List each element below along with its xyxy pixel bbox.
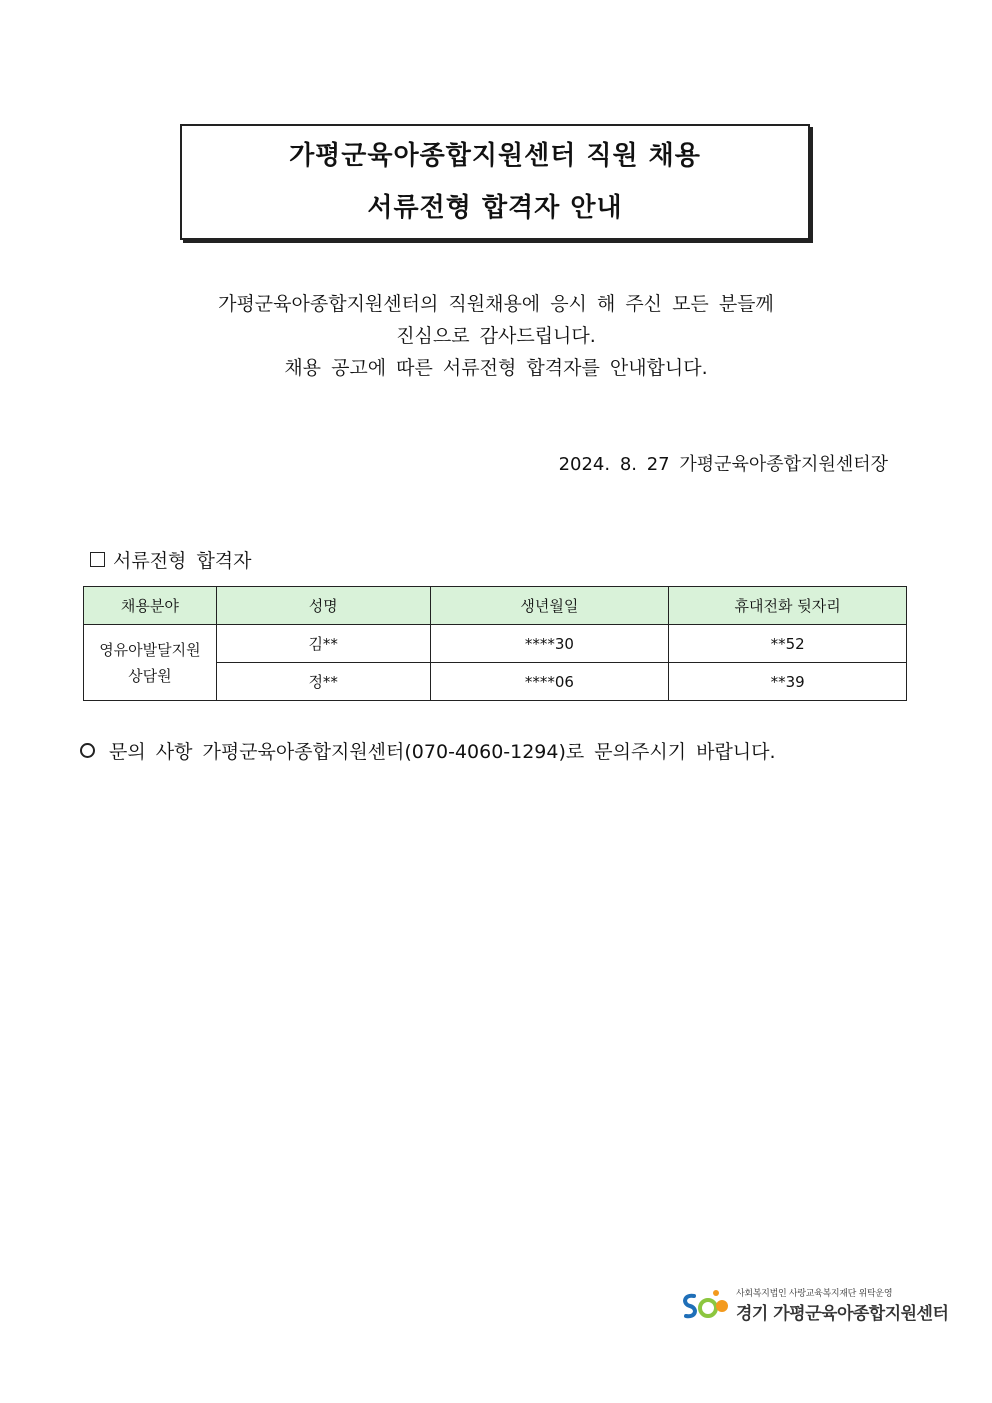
logo-subtitle: 사회복지법인 사랑교육복지재단 위탁운영 xyxy=(736,1289,893,1299)
header-name: 성명 xyxy=(216,587,430,625)
birth-cell: ****06 xyxy=(430,663,669,701)
title-box xyxy=(180,124,810,240)
phone-cell: **39 xyxy=(669,663,907,701)
header-field: 채용분야 xyxy=(84,587,217,625)
name-cell: 김** xyxy=(216,625,430,663)
circle-bullet-icon xyxy=(80,743,95,758)
field-cell xyxy=(84,625,217,701)
results-table xyxy=(83,586,907,701)
field-line-2: 상담원 xyxy=(128,666,172,685)
inquiry-text: 문의 사항 가평군육아종합지원센터(070-4060-1294)로 문의주시기 바랍니다. xyxy=(109,741,776,763)
intro-paragraph xyxy=(0,288,992,384)
logo-title: 경기 가평군육아종합지원센터 xyxy=(736,1304,949,1324)
header-phone: 휴대전화 뒷자리 xyxy=(669,587,907,625)
table-header-row xyxy=(84,587,907,625)
table-row xyxy=(84,625,907,663)
intro-line-2: 진심으로 감사드립니다. xyxy=(396,325,596,347)
inquiry-note xyxy=(80,737,776,764)
intro-line-1: 가평군육아종합지원센터의 직원채용에 응시 해 주신 모든 분들께 xyxy=(218,293,774,315)
intro-line-3: 채용 공고에 따른 서류전형 합격자를 안내합니다. xyxy=(284,357,708,379)
section-title-text: 서류전형 합격자 xyxy=(113,550,252,572)
header-birthdate: 생년월일 xyxy=(430,587,669,625)
title-line-1: 가평군육아종합지원센터 직원 채용 xyxy=(289,141,701,171)
title-line-2: 서류전형 합격자 안내 xyxy=(367,193,623,223)
org-logo xyxy=(680,1286,948,1324)
phone-cell: **52 xyxy=(669,625,907,663)
section-title xyxy=(90,546,252,573)
org-emblem-icon xyxy=(680,1288,730,1322)
date-and-signature: 2024. 8. 27 가평군육아종합지원센터장 xyxy=(558,454,888,475)
birth-cell: ****30 xyxy=(430,625,669,663)
field-line-1: 영유아발달지원 xyxy=(99,640,201,659)
name-cell: 정** xyxy=(216,663,430,701)
square-bullet-icon xyxy=(90,552,105,567)
